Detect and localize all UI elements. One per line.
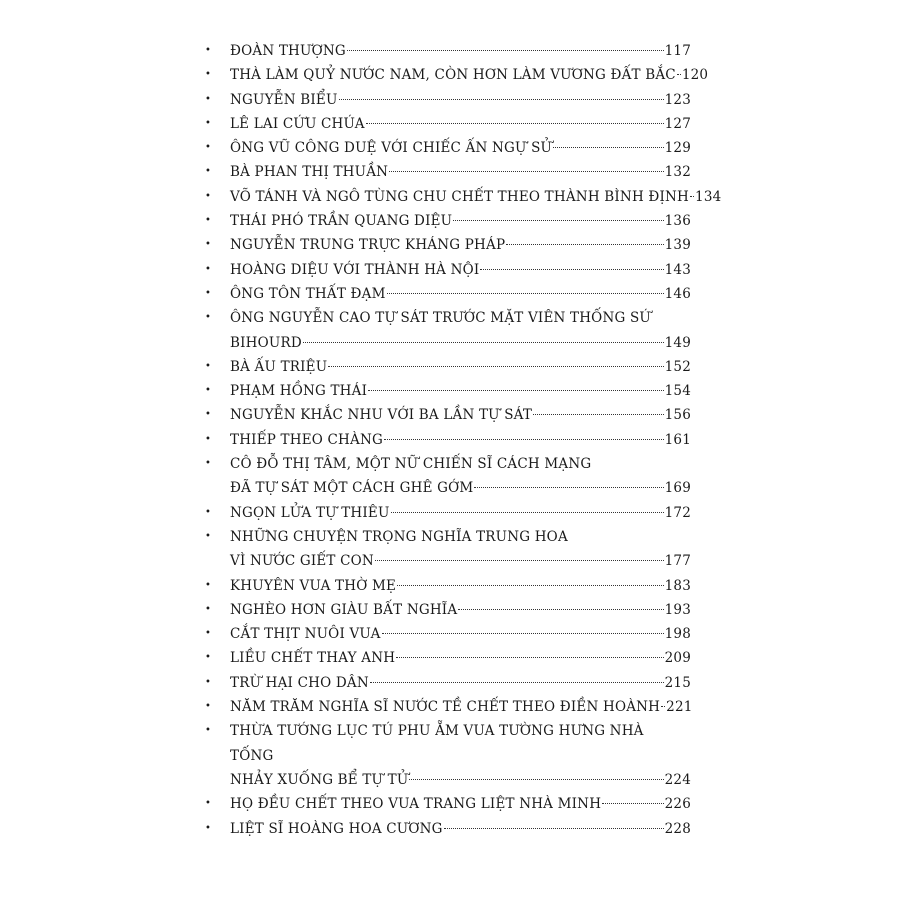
toc-entry-title: BÀ PHAN THỊ THUẦN (230, 164, 389, 181)
toc-entry-title: THIẾP THEO CHÀNG (230, 431, 383, 448)
toc-entry-line (230, 233, 691, 257)
toc-entry-title: ĐOÀN THƯỢNG (230, 43, 346, 59)
bullet-icon: • (205, 725, 212, 737)
toc-entry-page-number: 134 (695, 188, 722, 205)
toc-entry-title: PHẠM HỒNG THÁI (230, 383, 368, 400)
toc-entry-title: NGỌN LỬA TỰ THIÊU (230, 504, 390, 521)
toc-entry-line (230, 646, 691, 670)
toc-entry-title: BIHOURD (230, 334, 302, 351)
toc-entry (205, 282, 691, 306)
toc-entry (205, 574, 691, 598)
toc-entry-line (230, 160, 691, 184)
toc-entry-page-number: 149 (664, 334, 691, 351)
toc-entry-page-number: 123 (664, 91, 691, 108)
toc-entry-line (230, 476, 691, 500)
toc-entry-title: ÔNG VŨ CÔNG DUỆ VỚI CHIẾC ẤN NGỰ SỬ (230, 140, 553, 157)
toc-entry-title: NĂM TRĂM NGHĨA SĨ NƯỚC TỀ CHẾT THEO ĐIỀN HOÀNH (230, 699, 661, 716)
toc-entry-title-line: ÔNG NGUYỄN CAO TỰ SÁT TRƯỚC MẶT VIÊN THỐNG SỨ (230, 310, 651, 327)
dot-leader (444, 828, 664, 829)
toc-entry (205, 525, 691, 574)
toc-entry-line (230, 39, 691, 63)
toc-entry-page-number: 226 (664, 796, 691, 813)
bullet-icon: • (205, 652, 212, 664)
toc-entry-line (230, 136, 691, 160)
toc-entry-title: NGHÈO HƠN GIÀU BẤT NGHĨA (230, 601, 458, 618)
bullet-icon: • (205, 676, 212, 688)
toc-entry-title: ÔNG TÔN THẤT ĐẠM (230, 285, 386, 302)
toc-entry-page-number: 132 (664, 164, 691, 181)
dot-leader (397, 585, 664, 586)
toc-entry-title: TRỪ HẠI CHO DÂN (230, 674, 369, 691)
dot-leader (409, 779, 663, 780)
toc-entry (205, 428, 691, 452)
bullet-icon: • (205, 628, 212, 640)
toc-entry-title-line: CÔ ĐỖ THỊ TÂM, MỘT NỮ CHIẾN SĨ CÁCH MẠNG (230, 456, 592, 473)
dot-leader (328, 366, 663, 367)
toc-entry-line (230, 88, 691, 112)
toc-entry-title: LÊ LAI CỨU CHÚA (230, 115, 365, 132)
toc-entry-page-number: 215 (664, 674, 691, 691)
toc-entry-line (230, 112, 691, 136)
bullet-icon: • (205, 166, 212, 178)
toc-entry-title: LIỀU CHẾT THAY ANH (230, 650, 396, 667)
toc-entry-line (230, 695, 691, 719)
toc-entry (205, 501, 691, 525)
toc-entry-title: CẮT THỊT NUÔI VUA (230, 626, 381, 643)
dot-leader (474, 487, 663, 488)
bullet-icon: • (205, 69, 212, 81)
bullet-icon: • (205, 530, 212, 542)
toc-entry-page-number: 143 (664, 261, 691, 278)
toc-entry (205, 112, 691, 136)
toc-entry-line (230, 574, 691, 598)
dot-leader (384, 439, 664, 440)
dot-leader (602, 803, 663, 804)
toc-entry (205, 403, 691, 427)
toc-entry-title: HỌ ĐỀU CHẾT THEO VUA TRANG LIỆT NHÀ MINH (230, 796, 602, 813)
toc-entry (205, 817, 691, 841)
toc-entry-line (230, 501, 691, 525)
toc-entry-title: VÌ NƯỚC GIẾT CON (230, 553, 374, 570)
toc-entry-line (230, 258, 691, 282)
toc-entry-line (230, 379, 691, 403)
toc-entry-line (230, 331, 691, 355)
toc-entry-title: ĐÃ TỰ SÁT MỘT CÁCH GHÊ GỚM (230, 480, 474, 497)
dot-leader (382, 633, 664, 634)
toc-entry (205, 233, 691, 257)
toc-entry-page-number: 127 (664, 115, 691, 132)
toc-entry (205, 719, 691, 792)
bullet-icon: • (205, 385, 212, 397)
toc-entry-title-line: NHỮNG CHUYỆN TRỌNG NGHĨA TRUNG HOA (230, 528, 568, 545)
toc-entry-page-number: 172 (664, 504, 691, 521)
toc-entry-page-number: 154 (664, 383, 691, 400)
toc-entry-line (230, 282, 691, 306)
toc-entry (205, 209, 691, 233)
dot-leader (366, 123, 664, 124)
toc-entry-page-number: 129 (664, 140, 691, 157)
toc-entry (205, 306, 691, 355)
bullet-icon: • (205, 215, 212, 227)
toc-entry-page-number: 198 (664, 626, 691, 643)
toc-entry (205, 792, 691, 816)
toc-entry (205, 598, 691, 622)
toc-entry-title: HOÀNG DIỆU VỚI THÀNH HÀ NỘI (230, 261, 480, 278)
toc-entry-line (230, 549, 691, 573)
dot-leader (458, 609, 663, 610)
toc-entry-page-number: 117 (664, 43, 691, 59)
toc-entry-line (230, 817, 691, 841)
toc-entry (205, 136, 691, 160)
toc-entry-page-number: 146 (664, 285, 691, 302)
dot-leader (368, 390, 664, 391)
dot-leader (387, 293, 664, 294)
toc-entry (205, 355, 691, 379)
toc-entry (205, 646, 691, 670)
toc-entry-line (230, 185, 722, 209)
toc-entry (205, 695, 691, 719)
toc-entry-title: LIỆT SĨ HOÀNG HOA CƯƠNG (230, 820, 443, 837)
bullet-icon: • (205, 117, 212, 129)
toc-entry-page-number: 193 (664, 601, 691, 618)
toc-entry-page-number: 209 (664, 650, 691, 667)
dot-leader (677, 74, 681, 75)
toc-entry (205, 258, 691, 282)
toc-entry-line (230, 403, 691, 427)
toc-entry (205, 452, 691, 501)
toc-entry-page-number: 228 (664, 820, 691, 837)
toc-entry-page-number: 183 (664, 577, 691, 594)
dot-leader (690, 196, 694, 197)
bullet-icon: • (205, 312, 212, 324)
toc-entry-line (230, 622, 691, 646)
toc-entry-page-number: 139 (664, 237, 691, 254)
dot-leader (396, 657, 663, 658)
bullet-icon: • (205, 822, 212, 834)
toc-entry-line (230, 792, 691, 816)
toc-entry (205, 39, 691, 63)
toc-entry-page-number: 221 (666, 699, 693, 716)
bullet-icon: • (205, 458, 212, 470)
toc-entry-line (230, 598, 691, 622)
toc-entry-title: NGUYỄN BIỂU (230, 91, 338, 108)
toc-entry-line (230, 63, 709, 87)
toc-entry-title: THÁI PHÓ TRẦN QUANG DIỆU (230, 213, 453, 230)
toc-entry-page-number: 169 (664, 480, 691, 497)
dot-leader (453, 220, 663, 221)
toc-entry-title: NGUYỄN KHẮC NHU VỚI BA LẦN TỰ SÁT (230, 407, 533, 424)
bullet-icon: • (205, 798, 212, 810)
dot-leader (370, 682, 664, 683)
toc-entry-line (230, 768, 691, 792)
toc-entry-line (230, 428, 691, 452)
toc-entry (205, 88, 691, 112)
bullet-icon: • (205, 45, 212, 56)
dot-leader (391, 512, 664, 513)
toc-entry-title: NGUYỄN TRUNG TRỰC KHÁNG PHÁP (230, 237, 506, 254)
bullet-icon: • (205, 409, 212, 421)
bullet-icon: • (205, 190, 212, 202)
toc-entry-title: NHẢY XUỐNG BỂ TỰ TỬ (230, 771, 409, 788)
toc-entry (205, 622, 691, 646)
toc-entry-title: KHUYÊN VUA THỜ MẸ (230, 577, 397, 594)
dot-leader (533, 414, 664, 415)
bullet-icon: • (205, 287, 212, 299)
toc-entry-page-number: 120 (681, 67, 709, 84)
bullet-icon: • (205, 701, 212, 713)
toc-entry-page-number: 177 (664, 553, 691, 570)
toc-entry-page-number: 224 (664, 771, 691, 788)
bullet-icon: • (205, 506, 212, 518)
toc-entry-page-number: 136 (664, 213, 691, 230)
dot-leader (347, 50, 664, 51)
bullet-icon: • (205, 93, 212, 105)
bullet-icon: • (205, 433, 212, 445)
dot-leader (375, 560, 664, 561)
toc-entry (205, 63, 709, 87)
bullet-icon: • (205, 263, 212, 275)
table-of-contents (205, 39, 722, 841)
toc-entry (205, 379, 691, 403)
dot-leader (506, 244, 663, 245)
toc-entry-title-line: THỪA TƯỚNG LỤC TÚ PHU ẴM VUA TƯỜNG HƯNG NHÀ TỐNG (230, 723, 644, 764)
dot-leader (480, 269, 663, 270)
dot-leader (661, 706, 665, 707)
dot-leader (553, 147, 664, 148)
toc-entry-title: BÀ ẤU TRIỆU (230, 358, 328, 375)
toc-entry-page-number: 161 (664, 431, 691, 448)
toc-entry-line (230, 209, 691, 233)
bullet-icon: • (205, 579, 212, 591)
toc-entry-page-number: 152 (664, 358, 691, 375)
toc-entry (205, 160, 691, 184)
dot-leader (303, 342, 664, 343)
toc-entry-title: THÀ LÀM QUỶ NƯỚC NAM, CÒN HƠN LÀM VƯƠNG ĐẤT BẮC (230, 67, 676, 84)
bullet-icon: • (205, 603, 212, 615)
toc-entry-title: VÕ TÁNH VÀ NGÔ TÙNG CHU CHẾT THEO THÀNH BÌNH ĐỊNH (230, 188, 690, 205)
bullet-icon: • (205, 360, 212, 372)
bullet-icon: • (205, 239, 212, 251)
toc-entry-line (230, 671, 691, 695)
dot-leader (339, 99, 664, 100)
dot-leader (389, 171, 663, 172)
toc-entry (205, 671, 691, 695)
toc-entry (205, 185, 722, 209)
toc-entry-page-number: 156 (664, 407, 691, 424)
toc-entry-line (230, 355, 691, 379)
bullet-icon: • (205, 142, 212, 154)
